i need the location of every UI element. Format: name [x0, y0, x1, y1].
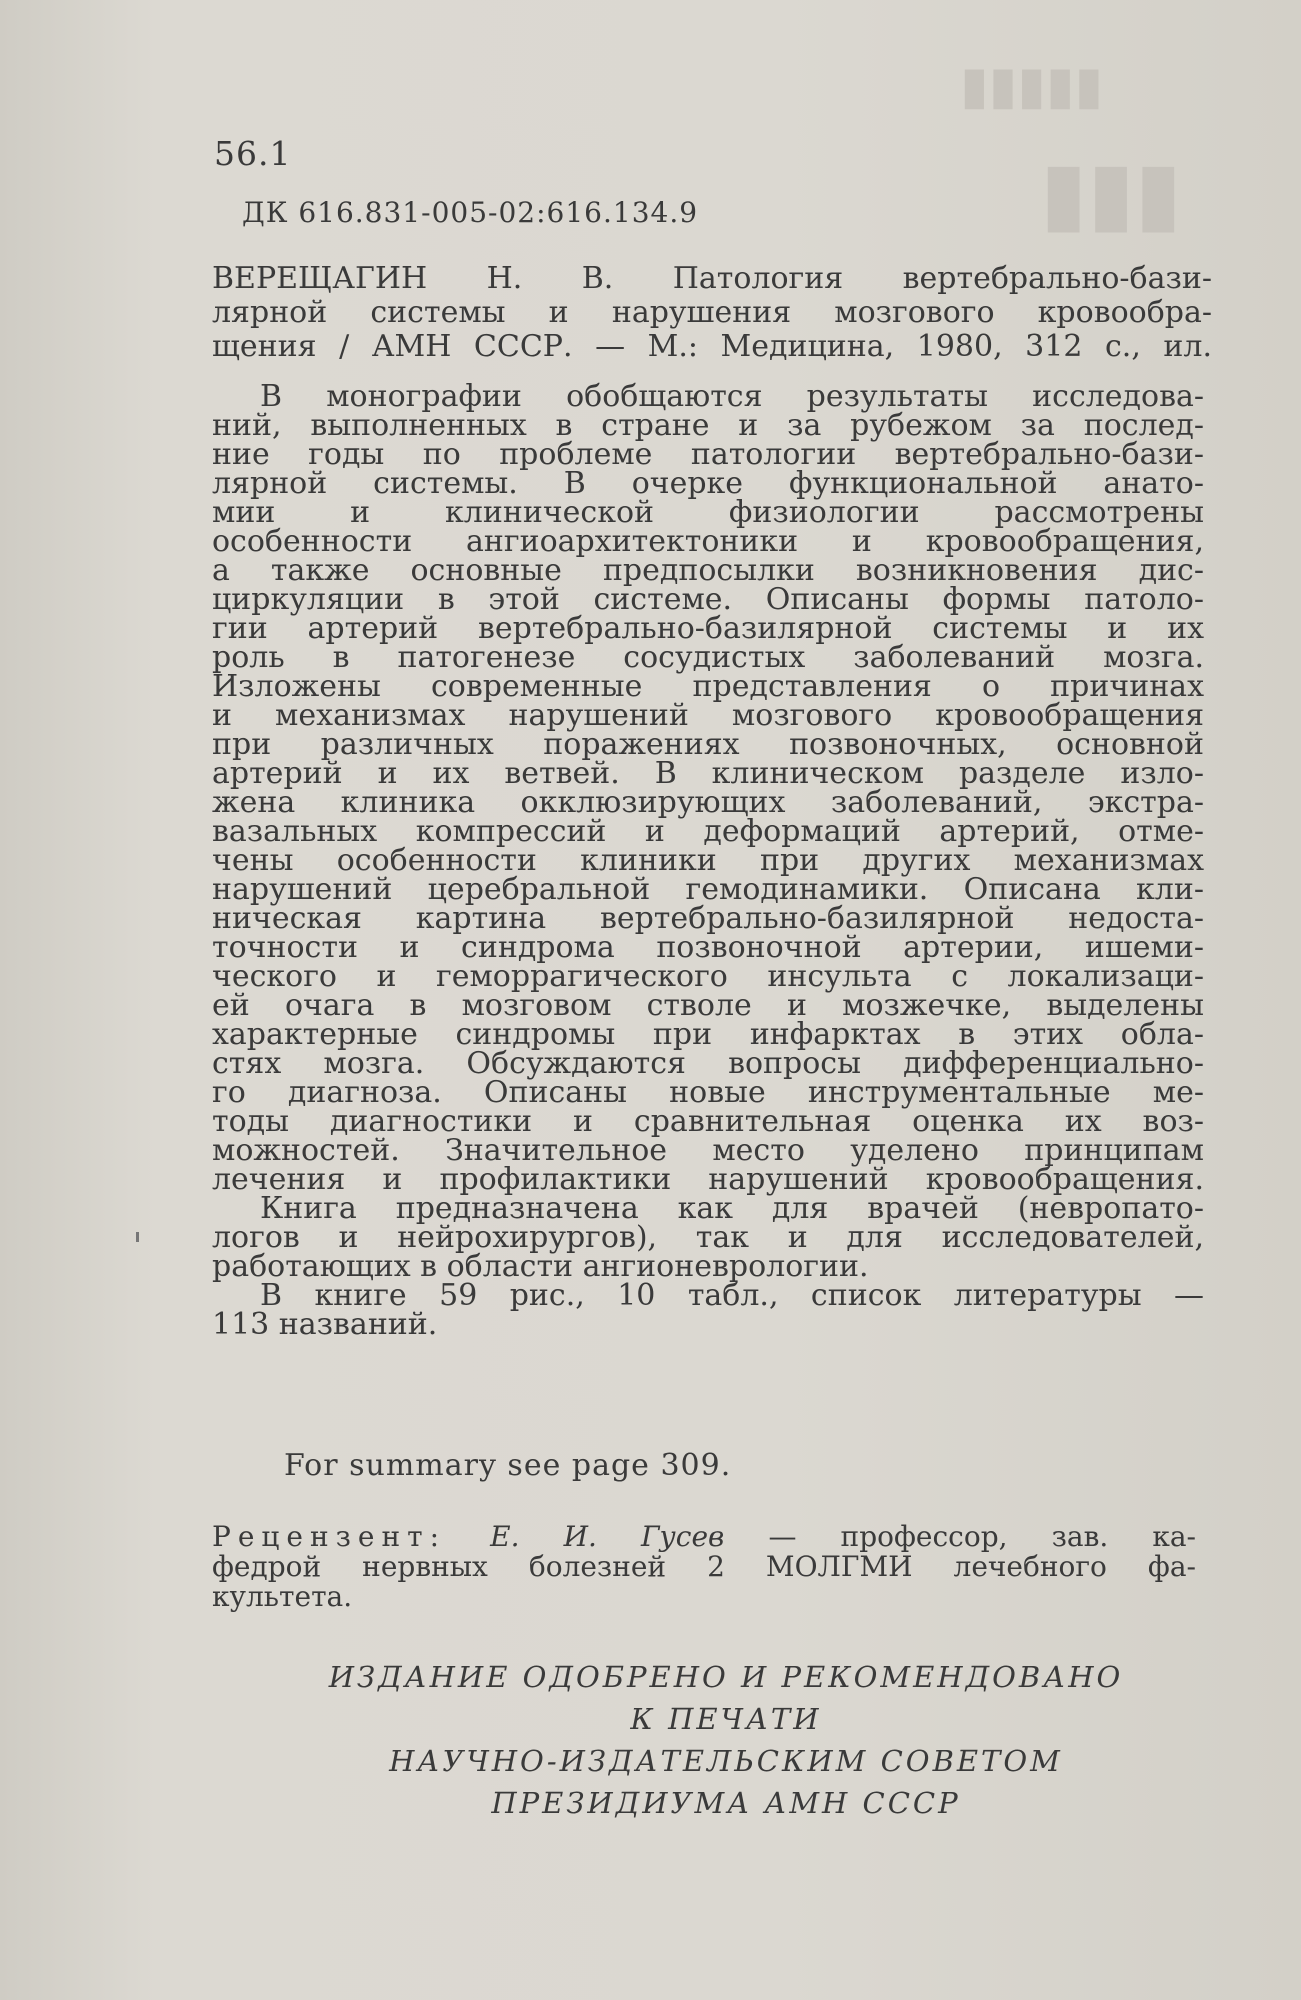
bleed-through-decoration: ▮▮▮ — [1040, 142, 1182, 243]
abstract-line: мии и клинической физиологии рассмотрены — [212, 495, 1204, 530]
abstract-line: работающих в области ангионеврологии. — [212, 1249, 869, 1284]
catalog-code: 56.1 — [214, 134, 292, 173]
summary-note: For summary see page 309. — [284, 1448, 732, 1483]
biblio-line: щения / АМН СССР. — М.: Медицина, 1980, 312 с., ил. — [212, 329, 1212, 364]
abstract-line: ческого и геморрагического инсульта с локализаци- — [212, 959, 1204, 994]
abstract-line: а также основные предпосылки возникновения дис- — [212, 553, 1204, 588]
reviewer-line: федрой нервных болезней 2 МОЛГМИ лечебного фа- — [212, 1550, 1196, 1583]
abstract-line: гии артерий вертебрально-базилярной системы и их — [212, 611, 1204, 646]
abstract-line: В монографии обобщаются результаты исследова- — [260, 379, 1204, 414]
biblio-line: лярной системы и нарушения мозгового кровообра- — [212, 295, 1212, 330]
abstract-line: характерные синдромы при инфарктах в этих обла- — [212, 1017, 1204, 1052]
abstract-line: при различных поражениях позвоночных, основной — [212, 727, 1204, 762]
reviewer-name: Е. И. Гусев — [490, 1520, 725, 1553]
approval-line: НАУЧНО-ИЗДАТЕЛЬСКИМ СОВЕТОМ — [389, 1744, 1063, 1778]
abstract-line: тоды диагностики и сравнительная оценка их воз- — [212, 1104, 1204, 1139]
abstract-line: ние годы по проблеме патологии вертебрально-бази- — [212, 437, 1204, 472]
abstract-line: го диагноза. Описаны новые инструментальные ме- — [212, 1075, 1204, 1110]
abstract-line: ний, выполненных в стране и за рубежом за послед- — [212, 408, 1204, 443]
biblio-line: ВЕРЕЩАГИН Н. В. Патология вертебрально-бази- — [212, 261, 1212, 296]
abstract-line: ническая картина вертебрально-базилярной недоста- — [212, 901, 1204, 936]
page-speck — [136, 1232, 139, 1242]
bleed-through-decoration: ▮▮▮▮▮ — [960, 55, 1104, 116]
reviewer-label: Рецензент: — [212, 1520, 447, 1553]
abstract-line: и механизмах нарушений мозгового кровообращения — [212, 698, 1204, 733]
approval-line: К ПЕЧАТИ — [630, 1702, 822, 1736]
reviewer-line: культета. — [212, 1580, 353, 1613]
abstract-line: Книга предназначена как для врачей (невропато- — [260, 1191, 1204, 1226]
abstract-line: жена клиника окклюзирующих заболеваний, экстра- — [212, 785, 1204, 820]
abstract-line: 113 названий. — [212, 1307, 438, 1342]
abstract-line: особенности ангиоархитектоники и кровообращения, — [212, 524, 1204, 559]
abstract-line: можностей. Значительное место уделено принципам — [212, 1133, 1204, 1168]
abstract-line: вазальных компрессий и деформаций артерий, отме- — [212, 814, 1204, 849]
reviewer-line — [212, 1520, 1196, 1553]
abstract-line: чены особенности клиники при других механизмах — [212, 843, 1204, 878]
abstract-line: нарушений церебральной гемодинамики. Описана кли- — [212, 872, 1204, 907]
abstract-line: стях мозга. Обсуждаются вопросы дифференциально- — [212, 1046, 1204, 1081]
abstract-line: В книге 59 рис., 10 табл., список литературы — — [260, 1278, 1204, 1313]
abstract-line: лечения и профилактики нарушений кровообращения. — [212, 1162, 1204, 1197]
abstract-line: роль в патогенезе сосудистых заболеваний мозга. — [212, 640, 1204, 675]
abstract-line: ей очага в мозговом стволе и мозжечке, выделены — [212, 988, 1204, 1023]
abstract-line: логов и нейрохирургов), так и для исследователей, — [212, 1220, 1204, 1255]
approval-line: ИЗДАНИЕ ОДОБРЕНО И РЕКОМЕНДОВАНО — [328, 1660, 1124, 1694]
udk-code: ДК 616.831-005-02:616.134.9 — [242, 196, 699, 229]
abstract-line: лярной системы. В очерке функциональной анато- — [212, 466, 1204, 501]
abstract-line: артерий и их ветвей. В клиническом разделе изло- — [212, 756, 1204, 791]
approval-line: ПРЕЗИДИУМА АМН СССР — [491, 1786, 961, 1820]
reviewer-title: — профессор, зав. ка- — [768, 1520, 1196, 1553]
abstract-line: точности и синдрома позвоночной артерии, ишеми- — [212, 930, 1204, 965]
abstract-line: Изложены современные представления о причинах — [212, 669, 1204, 704]
abstract-line: циркуляции в этой системе. Описаны формы патоло- — [212, 582, 1204, 617]
